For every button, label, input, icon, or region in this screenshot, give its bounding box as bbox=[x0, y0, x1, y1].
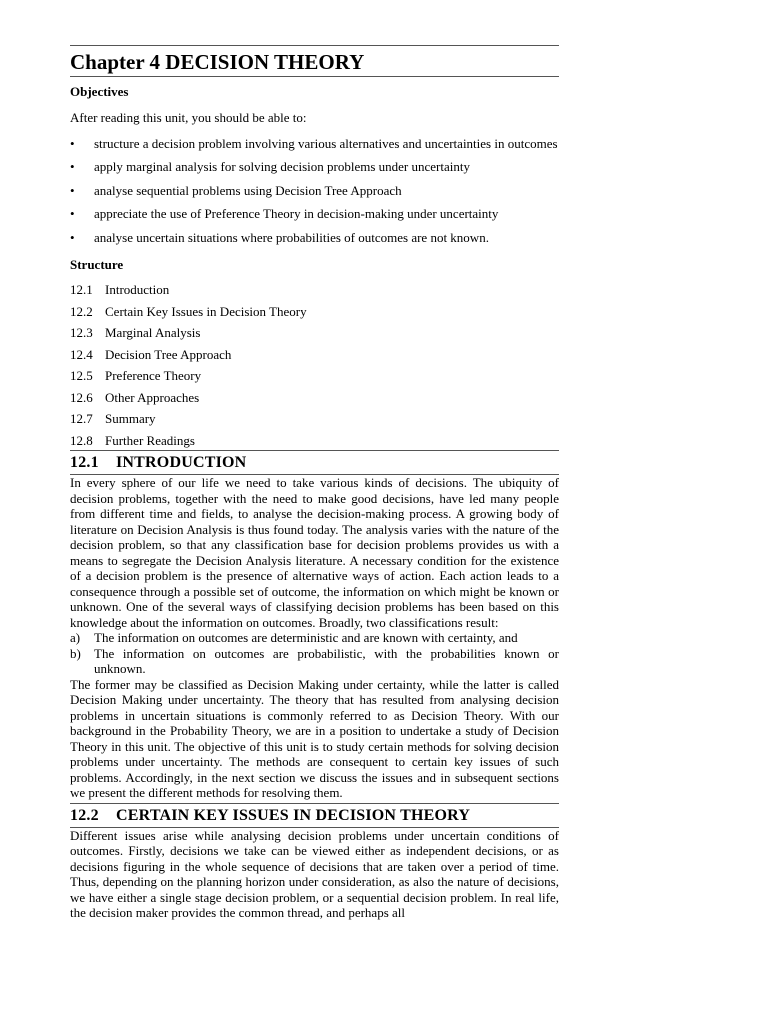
section-rule-top bbox=[70, 803, 559, 804]
bullet-icon: • bbox=[70, 135, 75, 151]
section-heading-key-issues: 12.2 CERTAIN KEY ISSUES IN DECISION THEORY bbox=[70, 806, 471, 824]
intro-paragraph-2: The former may be classified as Decision Making under certainty, while the latter is called Decision Making under uncertainty. The theory that has resulted from analysing decision problems in uncertain situations is commonly referred to as Decision Theory. With our background in the Probability Theory, we are in a position to undertake a study of Decision Theory in this unit. The objective of this unit is to study certain methods for solving decision problems under uncertainty. The methods are consequent to certain key issues of such problems. Accordingly, in the next section we discuss the issues and in subsequent sections we present the different methods for resolving them. bbox=[70, 676, 559, 800]
toc-item: 12.2 Certain Key Issues in Decision Theory bbox=[70, 303, 307, 319]
list-item: a) The information on outcomes are deterministic and are known with certainty, and bbox=[70, 630, 518, 645]
structure-list bbox=[70, 282, 559, 448]
list-item: • apply marginal analysis for solving decision problems under uncertainty bbox=[70, 159, 470, 174]
document-page bbox=[70, 45, 559, 921]
list-item: • analyse uncertain situations where probabilities of outcomes are not known. bbox=[70, 229, 489, 245]
bullet-icon: • bbox=[70, 182, 75, 198]
toc-item: 12.6 Other Approaches bbox=[70, 389, 200, 405]
toc-item: 12.4 Decision Tree Approach bbox=[70, 346, 232, 362]
bullet-icon: • bbox=[70, 206, 75, 221]
objectives-list bbox=[70, 136, 559, 246]
top-rule bbox=[70, 45, 559, 46]
section-heading-introduction: 12.1 INTRODUCTION bbox=[70, 454, 247, 471]
toc-item: 12.8 Further Readings bbox=[70, 432, 195, 448]
toc-item: 12.1 Introduction bbox=[70, 282, 170, 297]
chapter-title: Chapter 4 DECISION THEORY bbox=[70, 50, 365, 74]
toc-item: 12.7 Summary bbox=[70, 411, 156, 426]
bullet-icon: • bbox=[70, 159, 75, 174]
list-item: • analyse sequential problems using Decision Tree Approach bbox=[70, 182, 402, 198]
toc-item: 12.3 Marginal Analysis bbox=[70, 325, 201, 340]
objectives-heading: Objectives bbox=[70, 84, 129, 99]
list-item: b) The information on outcomes are probabilistic, with the probabilities known or unknown. bbox=[70, 645, 559, 676]
section-rule-top bbox=[70, 450, 559, 451]
toc-item: 12.5 Preference Theory bbox=[70, 368, 202, 383]
objectives-intro: After reading this unit, you should be able to: bbox=[70, 110, 307, 125]
intro-paragraph-1: In every sphere of our life we need to take various kinds of decisions. The ubiquity of decision problems, together with the need to make good decisions, have led many people from different time and fields, to analyse the decision-making process. A growing body of literature on Decision Analysis is thus found today. The analysis varies with the nature of the decision problem, so that any classification base for decision problems provides us with a means to segregate the Decision Analysis literature. A necessary condition for the existence of a decision problem is the presence of alternative ways of action. Each action leads to a consequence through a possible set of outcome, the information on which might be known or unknown. One of the several ways of classifying decision problems has been based on this knowledge about the information on outcomes. Broadly, two classifications result: bbox=[70, 475, 559, 630]
list-item: • appreciate the use of Preference Theory in decision-making under uncertainty bbox=[70, 206, 499, 221]
chapter-title-rule bbox=[70, 76, 559, 77]
list-item: • structure a decision problem involving various alternatives and uncertainties in outcomes bbox=[70, 135, 558, 151]
key-issues-paragraph-1: Different issues arise while analysing decision problems under uncertain conditions of outcomes. Firstly, decisions we take can be viewed either as independent decisions, or as decisions figuring in the whole sequence of decisions that are taken over a period of time. Thus, depending on the planning horizon under consideration, as also the nature of decisions, we have either a single stage decision problem, or a sequential decision problem. In real life, the decision maker provides the common thread, and perhaps all bbox=[70, 827, 559, 920]
bullet-icon: • bbox=[70, 229, 75, 245]
structure-heading: Structure bbox=[70, 257, 124, 272]
